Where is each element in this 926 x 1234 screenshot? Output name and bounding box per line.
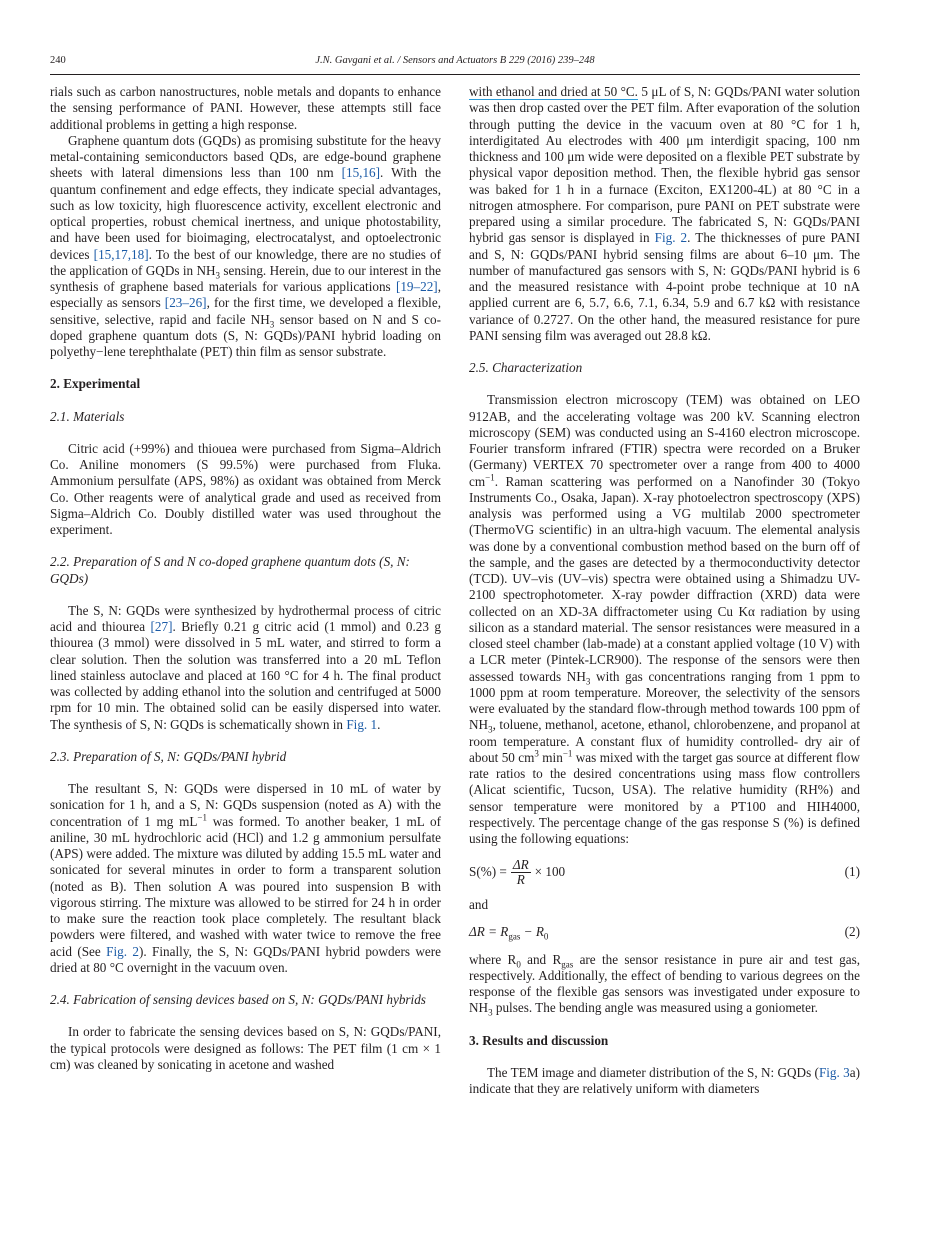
left-column bbox=[50, 84, 441, 1073]
running-title: J.N. Gavgani et al. / Sensors and Actuators B 229 (2016) 239–248 bbox=[315, 55, 595, 66]
fig-2-link-b[interactable]: Fig. 2 bbox=[654, 230, 688, 246]
header-rule bbox=[50, 74, 860, 75]
fabrication-continued-paragraph: with ethanol and dried at 50 °C. 5 μL of S, N: GQDs/PANI water solution was then drop casted over the PET film. After evaporation of the solution through putting the device in the vacuum oven at 80 °C for 1 h, interdigitated Au electrodes with 400 μm interdigit spacing, 100 nm thickness and 100 μm wide were deposited on a flexible PET substrate by physical vapor deposition method. Then, the flexible hybrid gas sensor was baked for 1 h in a furnace (Exciton, EX1200-4L) at 80 °C in a nitrogen atmosphere. For comparison, pure PANI on PET substrate were prepared using a similar procedure. The fabricated S, N: GQDs/PANI hybrid gas sensor is displayed in Fig. 2. The thicknesses of pure PANI and S, N: GQDs/PANI hybrid sensing films are about 6–10 μm. The number of manufactured gas sensors with S, N: GQDs/PANI hybrid is 6 and the measured resistance with 4-point probe technique at 10 nA applied current are 6, 5.7, 6.6, 7.1, 6.34, 5.9 and 6.7 kΩ with resistance variance of 0.2727. On the other hand, the measured resistance for pure PANI sensing film was averaged out 28.8 kΩ. bbox=[469, 84, 861, 343]
equation-1 bbox=[469, 855, 860, 889]
characterization-paragraph: Transmission electron microscopy (TEM) was obtained on LEO 912AB, and the accelerating voltage was 200 kV. Scanning electron microscopy (SEM) was conducted using an S-4160 electron microscope. Fourier transform infrared (FTIR) spectra were recorded on a Bruker (Germany) VERTEX 70 spectrometer over a range from 400 to 4000 $cm^{-1}$. Raman scattering was performed on a Nanofinder 30 (Tokyo Instruments Co., Osaka, Japan). X-ray photoelectron spectroscopy (XPS) analysis was performed using a VG multilab 2000 spectrometer (ThermoVG scientific) in an ultra-high vacuum. The elemental analysis was done by a conventional combustion method based on the burn off of the sample, and the gases are detected by a thermoconductivity detector (TCD). UV–vis (UV–vis) spectra were obtained using a Shimadzu UV-2100 spectrophotometer. X-ray powder diffraction (XRD) data were collected on an XD-3A diffractometer using Cu Kα radiation by using silicon as a standard material. The sensor resistances were measured in a closed steel chamber (lab-made) at a constant applied voltage (10 V) with a LCR meter (Pintek-LCR900). The response of the sensors were then assessed towards $NH_3$ with gas concentrations ranging from 1 ppm to 1000 ppm at room temperature. Moreover, the selectivity of the sensors were evaluated by the standard flow-through method towards 100 ppm of $NH_3$, toluene, methanol, acetone, ethanol, chlorobenzene, and propanol at room temperature. A constant flux of humidity controlled- dry air of about 50 $cm^3$ $\min^{-1}$ was mixed with the target gas source at different flow rate ratios to the desired concentrations using mass flow controllers (Alicat scientific, Tucson, USA). The relative humidity (RH%) and sensor temperature were monitored by a PT100 and HIH4000, respectively. The percentage change of the gas response S (%) is defined using the following equations: bbox=[469, 392, 860, 846]
eq1-fraction bbox=[511, 858, 531, 887]
section-2-heading: 2. Experimental bbox=[50, 376, 141, 392]
results-paragraph: The TEM image and diameter distribution of the S, N: GQDs (Fig. 3a) indicate that they are relatively uniform with diameters bbox=[469, 1064, 860, 1096]
and-word: and bbox=[469, 897, 489, 913]
citation-23-26-link[interactable]: [23–26] bbox=[164, 295, 207, 311]
section-3-heading: 3. Results and discussion bbox=[469, 1032, 609, 1048]
eq1-number: (1) bbox=[844, 864, 860, 880]
fig-2-link[interactable]: Fig. 2 bbox=[106, 943, 139, 959]
section-2-3-heading: 2.3. Preparation of S, N: GQDs/PANI hybrid bbox=[50, 748, 287, 764]
fabrication-paragraph: In order to fabricate the sensing devices based on S, N: GQDs/PANI, the typical protocols were designed as follows: The PET film (1 cm × 1 cm) was cleaned by sonicating in acetone and washed bbox=[50, 1024, 441, 1072]
section-2-2-heading: 2.2. Preparation of S and N co-doped graphene quantum dots (S, N: GQDs) bbox=[50, 554, 410, 586]
hybrid-preparation-paragraph: The resultant S, N: GQDs were dispersed in 10 mL of water by sonication for 1 h, and a S, N: GQDs suspension (noted as A) with the concentration of 1 mg $mL^{-1}$ was formed. To another beaker, 1 mL of aniline, 30 mL hydrochloric acid (HCl) and 1.2 g ammonium persulfate (APS) were added. The mixture was diluted by adding 15.5 mL water and sonicated for several minutes in order to form a transparent solution (noted as B). Then solution A was poured into suspension B with vigorous stirring. The mixture was allowed to be stirred for 24 h in order to make sure the reaction took place completely. The resultant black powders were filtered, and washed with water twice to remove the free acid (See Fig. 2). Finally, the S, N: GQDs/PANI hybrid powders were dried at 80 °C overnight in the vacuum oven. bbox=[50, 781, 442, 975]
intro-continued-paragraph: rials such as carbon nanostructures, noble metals and dopants to enhance the sensing performance of PANI. However, these attempts still face additional problems in getting a high response. bbox=[50, 84, 441, 132]
fig-3-link[interactable]: Fig. 3 bbox=[818, 1064, 850, 1080]
section-2-1-heading: 2.1. Materials bbox=[50, 408, 125, 424]
running-header bbox=[50, 55, 860, 71]
citation-27-link[interactable]: [27] bbox=[150, 619, 173, 634]
page-number: 240 bbox=[50, 55, 66, 66]
eq1-denominator: R bbox=[516, 871, 525, 887]
eq2-body: $\Delta R = R_{gas} - R_0$ bbox=[469, 924, 549, 943]
section-2-5-heading: 2.5. Characterization bbox=[469, 360, 583, 375]
highlighted-text: with ethanol and dried at 50 °C. bbox=[469, 84, 638, 99]
citation-15-17-18-link[interactable]: [15,17,18] bbox=[93, 246, 149, 262]
where-paragraph: where $R_0$ and $R_{gas}$ are the sensor resistance in pure air and test gas, respectively. Additionally, the effect of bending to various degrees on the response of the flexible gas sensors was investigated under exposure to $NH_3$ pulses. The bending angle was measured using a goniometer. bbox=[469, 951, 860, 1018]
fig-1-link[interactable]: Fig. 1 bbox=[346, 716, 378, 732]
right-column bbox=[469, 84, 860, 1097]
equation-2 bbox=[469, 922, 860, 944]
gqd-paragraph: Graphene quantum dots (GQDs) as promising substitute for the heavy metal-containing semiconductors based QDs, are edge-bound graphene sheets with lateral dimensions less than 100 nm [15,16]. With the quantum confinement and edge effects, they indicate special advantages, such as low toxicity, high fluorescence activity, excellent electronic and optical properties, robust chemical inertness, and unique photostability, and have been used for bioimaging, electrocatalyst, and optoelectronic devices [15,17,18]. To the best of our knowledge, there are no studies of the application of GQDs in $NH_3$ sensing. Herein, due to our interest in the synthesis of graphene based materials for various applications [19–22], especially as sensors [23–26], for the first time, we developed a flexible, sensitive, selective, rapid and facile $NH_3$ sensor based on N and S co-doped graphene quantum dots (S, N: GQDs)/PANI hybrid loading on polyethy−lene terephthalate (PET) thin film as sensor substrate. bbox=[50, 132, 442, 359]
gqd-preparation-paragraph: The S, N: GQDs were synthesized by hydrothermal process of citric acid and thiourea [27]. Briefly 0.21 g citric acid (1 mmol) and 0.23 g thiourea (3 mmol) were dissolved in 5 mL water, and stirred to form a clear solution. Then the solution was transferred into a 20 mL Teflon lined stainless autoclave and placed at 160 °C for 4 h. The final product was collected by adding ethanol into the solution and centrifuged at 5000 rpm for 10 min. The obtained solid can be easily dispersed into water. The synthesis of S, N: GQDs is schematically shown in Fig. 1. bbox=[50, 602, 441, 732]
eq1-lhs: S(%) = bbox=[469, 864, 507, 880]
citation-15-16-link[interactable]: [15,16] bbox=[341, 165, 381, 181]
eq1-rhs: × 100 bbox=[534, 864, 566, 880]
citation-19-22-link[interactable]: [19–22] bbox=[395, 279, 438, 294]
eq1-numerator: ΔR bbox=[512, 856, 529, 872]
eq2-number: (2) bbox=[844, 924, 860, 940]
materials-paragraph: Citric acid (+99%) and thiouea were purchased from Sigma–Aldrich Co. Aniline monomers (S 99.5%) were purchased from Fluka. Ammonium persulfate (APS, 98%) as oxidant was obtained from Merck Co. Other reagents were of analytical grade and used as received from Sigma–Aldrich Co. Doubly distilled water was used throughout the experiment. bbox=[50, 440, 441, 537]
section-2-4-heading: 2.4. Fabrication of sensing devices based on S, N: GQDs/PANI hybrids bbox=[50, 992, 426, 1007]
